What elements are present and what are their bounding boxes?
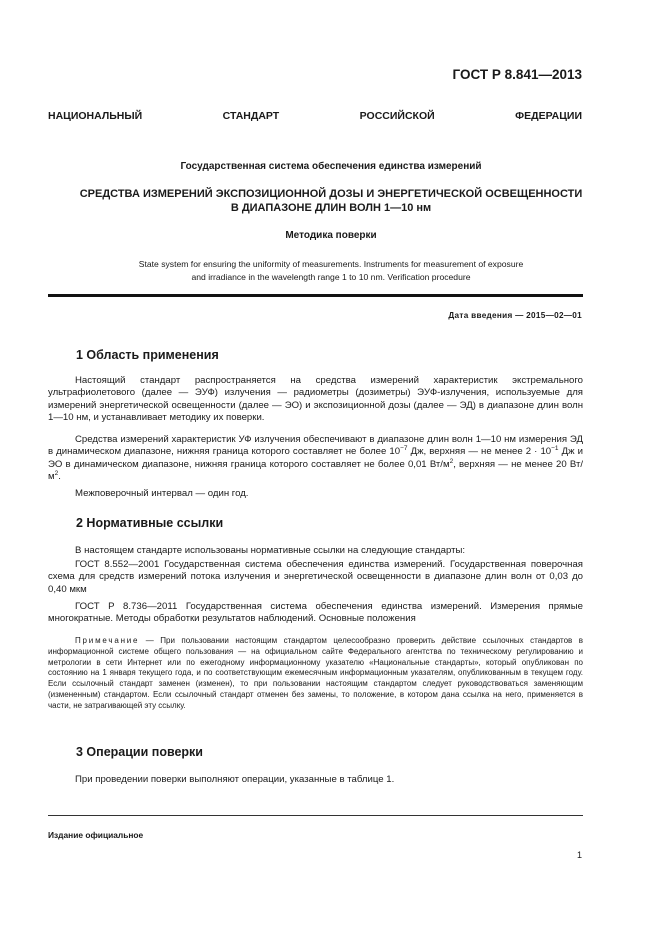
section-2-heading: 2 Нормативные ссылки	[76, 516, 224, 530]
method-title: Методика поверки	[285, 230, 377, 241]
section-2-reference-gost-r-8-736: ГОСТ Р 8.736—2011 Государственная система обеспечения единства измерений. Измерения прямые многократные. Методы обработки результатов наблюдений. Основные положения	[48, 601, 583, 625]
main-title-line2: В ДИАПАЗОНЕ ДЛИН ВОЛН 1—10 нм	[230, 202, 432, 214]
system-title: Государственная система обеспечения единства измерений	[180, 161, 482, 172]
section-2-paragraph-1: В настоящем стандарте использованы нормативные ссылки на следующие стандарты:	[75, 545, 466, 556]
introduction-date: Дата введения — 2015—02—01	[448, 311, 582, 320]
english-title-line2: and irradiance in the wavelength range 1 to 10 nm. Verification procedure	[191, 272, 471, 282]
section-2-reference-gost-8-552: ГОСТ 8.552—2001 Государственная система обеспечения единства измерений. Государственная поверочная схема для средств измерений потока излучения и энергетической освещенности в диапазоне длин волн от 0,03 до 0,40 мкм	[48, 559, 583, 595]
main-title-line1: СРЕДСТВА ИЗМЕРЕНИЙ ЭКСПОЗИЦИОННОЙ ДОЗЫ И ЭНЕРГЕТИЧЕСКОЙ ОСВЕЩЕННОСТИ	[79, 188, 583, 200]
section-1-paragraph-1: Настоящий стандарт распространяется на средства измерений характеристик экстремального ультрафиолетового (далее — ЭУФ) излучения — радиометры (дозиметры) ЭУФ-излучения, используемые для измерений энергетической освещенности (далее — ЭО) и экспозиционной дозы (далее — ЭД) в диапазоне длин волн 1—10 нм, и устанавливает методику их поверки.	[48, 375, 583, 424]
title-divider	[48, 294, 583, 297]
official-edition-label: Издание официальное	[48, 830, 144, 840]
note-label: Примечание	[75, 636, 140, 645]
footer-divider	[48, 815, 583, 816]
section-3-paragraph-1: При проведении поверки выполняют операции, указанные в таблице 1.	[75, 774, 395, 785]
national-standard-banner: НАЦИОНАЛЬНЫЙ СТАНДАРТ РОССИЙСКОЙ ФЕДЕРАЦИИ	[48, 110, 582, 122]
english-title-line1: State system for ensuring the uniformity of measurements. Instruments for measurement of exposure	[138, 259, 524, 269]
main-title	[48, 187, 614, 215]
page-number: 1	[576, 850, 582, 860]
english-title	[48, 258, 614, 284]
section-1-paragraph-2: Средства измерений характеристик УФ излучения обеспечивают в диапазоне длин волн 1—10 нм измерения ЭД в динамическом диапазоне, нижняя граница которого составляет не более $10^{-7}$ Дж, верхняя — не менее $2 \cdot 10^{-1}$ Дж и ЭО в динамическом диапазоне, нижняя граница которого составляет не более 0,01 $Вт/м^2$, верхняя — не менее 20 $Вт/м^2$.	[48, 434, 584, 483]
section-1-heading: 1 Область применения	[76, 348, 219, 362]
standard-code: ГОСТ Р 8.841—2013	[452, 67, 582, 82]
section-2-note: Примечание — При пользовании настоящим стандартом целесообразно проверить действие ссылочных стандартов в информационной системе общего пользования — на официальном сайте Федерального агентства по техническому регулированию и метрологии в сети Интернет или по ежегодному информационному указателю «Национальные стандарты», который опубликован по состоянию на 1 января текущего года, и по соответствующим ежемесячным информационным указателям, опубликованным в текущем году. Если ссылочный стандарт заменен (изменен), то при пользовании настоящим стандартом следует руководствоваться заменяющим (измененным) стандартом. Если ссылочный стандарт отменен без замены, то положение, в котором дана ссылка на него, применяется в части, не затрагивающей эту ссылку.	[48, 636, 583, 710]
section-1-paragraph-3: Межповерочный интервал — один год.	[75, 488, 249, 499]
section-3-heading: 3 Операции поверки	[76, 745, 203, 759]
